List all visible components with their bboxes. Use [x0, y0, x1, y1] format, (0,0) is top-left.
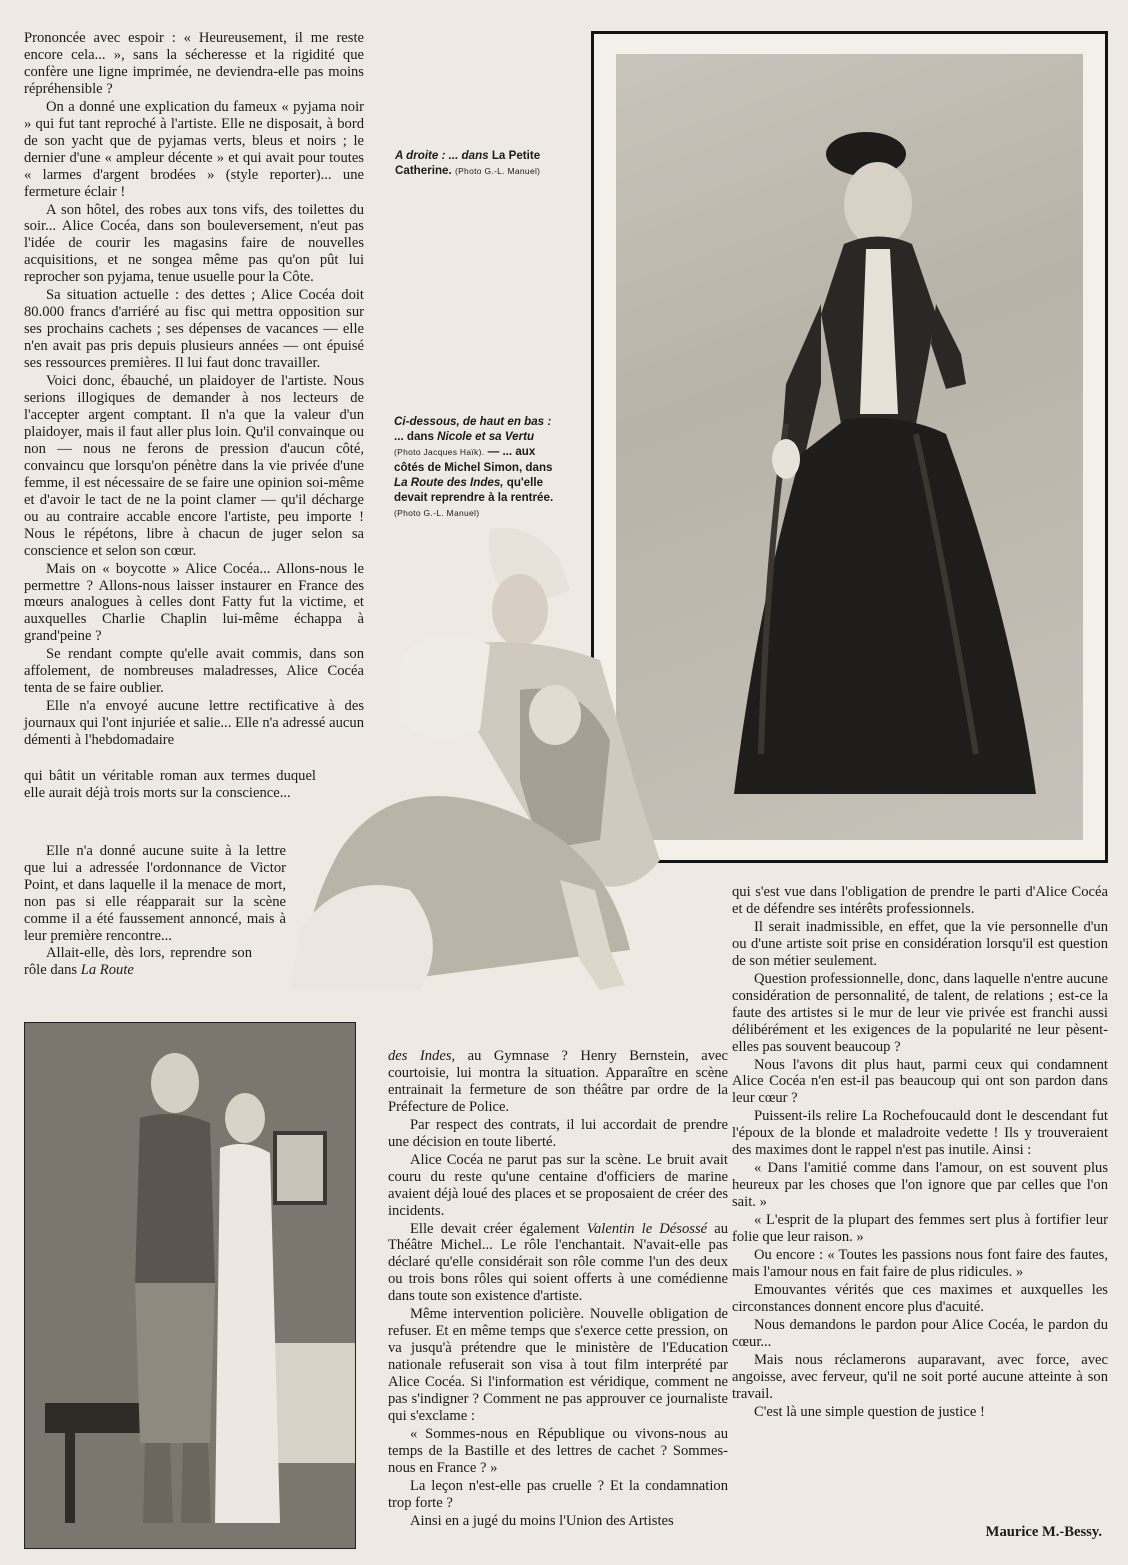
paragraph: Il serait inadmissible, en effet, que la vie personnelle d'un ou d'une artiste soit prise en considération lorsqu'il est question de son métier seulement.: [732, 918, 1108, 969]
article-column-1-end: [24, 945, 252, 980]
caption-intro: Ci-dessous, de haut en bas :: [394, 415, 552, 428]
mother-child-illustration: [280, 520, 660, 1010]
caption-title: Nicole et sa Vertu: [437, 430, 535, 443]
photo-la-petite-catherine: [616, 54, 1083, 840]
caption-below-photos: [394, 414, 568, 521]
paragraph: « L'esprit de la plupart des femmes sert plus à fortifier leur folie que leur raison. »: [732, 1212, 1108, 1246]
paragraph: Se rendant compte qu'elle avait commis, dans son affolement, de nombreuses maladresses, Alice Cocéa tenta de se faire oublier.: [24, 646, 364, 697]
paragraph-text: Elle devait créer également: [410, 1220, 587, 1237]
paragraph: « Dans l'amitié comme dans l'amour, on est souvent plus heureux par les choses que l'on ignore que par celles que l'on sait. »: [732, 1160, 1108, 1211]
paragraph: On a donné une explication du fameux « pyjama noir » qui fut tant reproché à l'artiste. Elle ne disposait, à bord de son yacht que de pyjamas verts, bleus et noirs ; le dernier d'une « ampleur décente » et qui avait pour toutes « larmes d'argent brodées » (style reporter)... une fermeture éclair !: [24, 98, 364, 200]
paragraph: [388, 1221, 728, 1306]
caption-title: La Petite Catherine.: [395, 149, 541, 177]
paragraph: Voici donc, ébauché, un plaidoyer de l'artiste. Nous serions illogiques de demander à nos lecteurs de l'accepter argent comptant. Il n'a que la valeur d'un plaidoyer, mais il faut aller plus loin. Qu'il convainque ou non — nous ne ferons de pression d'aucun côté, convaincu que lorsqu'on pénètre dans la vie privée d'une femme, il est nécessaire de se faire une opinion soi-même et d'avoir le tact de ne la point clamer — qu'il décharge ou au contraire accable encore l'artiste, peu importe ! Nous le répétons, libre à chacun de juger selon sa conscience et selon son cœur.: [24, 373, 364, 559]
paragraph: Emouvantes vérités que ces maximes et auxquelles les circonstances donnent encore plus d'acuité.: [732, 1281, 1108, 1315]
paragraph: A son hôtel, des robes aux tons vifs, des toilettes du soir... Alice Cocéa, dans son bouleversement, n'eut pas l'idée de courir les magasins faire de nouvelles acquisitions, et ne songea même pas qu'on pût lui reprocher son pyjama, tenue usuelle pour la Côte.: [24, 201, 364, 286]
caption-part: — ... aux côtés de Michel Simon, dans: [394, 445, 553, 474]
paragraph: Même intervention policière. Nouvelle obligation de refuser. Et en même temps que s'exerce cette pression, on va jusqu'à prétendre que le ministère de l'Education nationale refuserait son visa à tout film interprété par Alice Cocéa. Si l'information est véridique, comment ne pas s'indigner ? Comment ne pas approuver ce journaliste qui s'exclame :: [388, 1306, 728, 1425]
paragraph: C'est là une simple question de justice !: [754, 1403, 985, 1420]
paragraph-text: au Gymnase ? Henry Bernstein, avec courtoisie, lui montra la situation. Apparaître en scène entrainait la fermeture de son théâtre par ordre de la Préfecture de Police.: [388, 1048, 728, 1115]
paragraph: « Sommes-nous en République ou vivons-nous au temps de la Bastille et des lettres de cachet ? Sommes-nous en France ? »: [388, 1425, 728, 1476]
photo-credit: (Photo Jacques Haïk).: [394, 447, 485, 457]
article-column-1-narrow: [24, 843, 286, 946]
paragraph: Mais on « boycotte » Alice Cocéa... Allons-nous le permettre ? Allons-nous laisser instaurer en France des mœurs analogues à celles dont Fatty fut la victime, et auxquelles Charlie Chaplin lui-même échappa à grand'peine ?: [24, 560, 364, 645]
paragraph-text: Allait-elle, dès lors, reprendre son rôle dans: [24, 945, 252, 978]
paragraph: Par respect des contrats, il lui accordait de prendre une décision en toute liberté.: [388, 1116, 728, 1150]
paragraph: Ainsi en a jugé du moins l'Union des Artistes: [410, 1512, 674, 1529]
costume-figure-illustration: [616, 54, 1083, 840]
play-title: Valentin le Désossé: [586, 1220, 708, 1237]
paragraph: [388, 1048, 728, 1116]
article-column-3: [732, 884, 1108, 1422]
paragraph: Sa situation actuelle : des dettes ; Alice Cocéa doit 80.000 francs d'arriéré au fisc qui mettra opposition sur ses prochains cachets ; ses dépenses de vacances — elle n'en avait pas pris depuis plusieurs années — ont épuisé ses ressources premières. Il lui faut donc travailler.: [24, 287, 364, 372]
caption-prefix: A droite : ... dans: [395, 149, 492, 162]
framed-photo: [591, 31, 1108, 863]
paragraph: qui s'est vue dans l'obligation de prendre le parti d'Alice Cocéa et de défendre ses intérêts professionnels.: [732, 884, 1108, 917]
paragraph: Question professionnelle, donc, dans laquelle n'entre aucune considération de personnalité, de talent, de relations ; est-ce la faute des artistes si le mur de leur vie privée est franchi aussi délibérément et les exigences de la popularité ne leur pèsent-elles pas souvent beaucoup ?: [732, 970, 1108, 1055]
paragraph: Alice Cocéa ne parut pas sur la scène. Le bruit avait couru du reste qu'une centaine d'officiers de marine avaient déjà loué des places et se proposaient de créer des incidents.: [388, 1151, 728, 1219]
paragraph: Nous l'avons dit plus haut, parmi ceux qui condamnent Alice Cocéa n'en est-il pas beaucoup qui ont son pardon dans leur cœur ?: [732, 1056, 1108, 1107]
caption-part: qu'elle devait reprendre à la rentrée.: [394, 476, 554, 504]
author-signature: Maurice M.-Bessy.: [985, 1524, 1102, 1540]
photo-nicole-et-sa-vertu: [280, 520, 660, 1010]
paragraph: Nous demandons le pardon pour Alice Cocéa, le pardon du cœur...: [732, 1316, 1108, 1350]
paragraph: [24, 945, 252, 979]
paragraph: qui bâtit un véritable roman aux termes duquel elle aurait déjà trois morts sur la conscience...: [24, 768, 316, 801]
article-column-2: [388, 1048, 728, 1531]
stage-scene-illustration: [25, 1023, 355, 1548]
play-title: La Route: [80, 961, 134, 978]
paragraph: La leçon n'est-elle pas cruelle ? Et la condamnation trop forte ?: [388, 1477, 728, 1511]
caption-part: ... dans: [394, 430, 438, 443]
photo-la-route-des-indes: [24, 1022, 356, 1549]
play-title: des Indes,: [388, 1048, 456, 1064]
paragraph: Puissent-ils relire La Rochefoucauld dont le descendant fut l'époux de la blonde et maladroite vedette ! Ils y trouveraient des maximes dont le rappel n'est pas inutile. Ainsi :: [732, 1108, 1108, 1159]
paragraph: Prononcée avec espoir : « Heureusement, il me reste encore cela... », sans la sécheresse et la rigidité que confère une ligne imprimée, ne deviendra-elle pas moins répréhensible ?: [24, 30, 364, 97]
photo-credit: (Photo G.-L. Manuel): [454, 166, 541, 176]
article-column-1-continued: [24, 768, 316, 803]
caption-title: La Route des Indes,: [394, 476, 504, 489]
photo-credit: (Photo G.-L. Manuel): [394, 508, 480, 518]
paragraph: Mais nous réclamerons auparavant, avec force, avec angoisse, avec ferveur, qu'il ne soit porté aucune atteinte à son travail.: [732, 1351, 1108, 1402]
paragraph: Elle n'a donné aucune suite à la lettre que lui a adressée l'ordonnance de Victor Point, et dans laquelle il la menace de mort, non pas si elle réapparait sur la scène comme il a été faussement annoncé, mais à leur première rencontre...: [24, 843, 286, 944]
paragraph: Elle n'a envoyé aucune lettre rectificative à des journaux qui l'ont injuriée et salie... Elle n'a adressé aucun démenti à l'hebdomadaire: [24, 698, 364, 749]
paragraph-text: au Théâtre Michel... Le rôle l'enchantait. N'avait-elle pas déclaré qu'elle considérait son rôle comme l'un des deux ou trois bons rôles qui soient offerts à une comédienne dans toute son existence d'artiste.: [388, 1220, 728, 1305]
paragraph: Ou encore : « Toutes les passions nous font faire des fautes, mais l'amour nous en fait faire de plus ridicules. »: [732, 1247, 1108, 1280]
caption-right-photo: [395, 148, 570, 179]
